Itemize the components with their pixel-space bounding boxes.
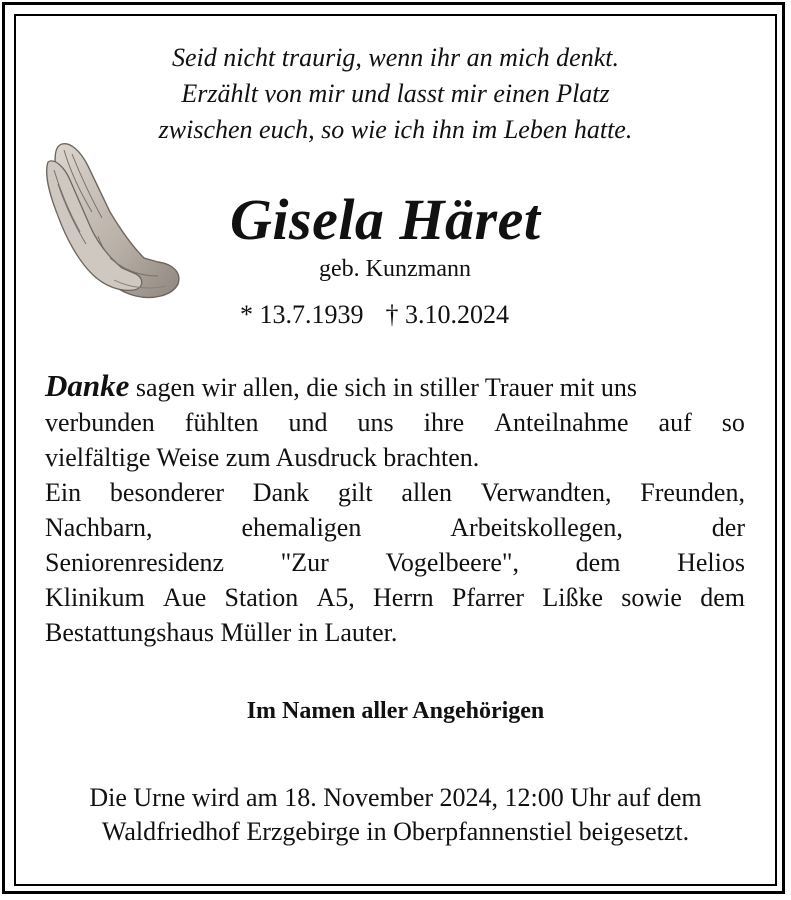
burial-notice — [0, 781, 791, 849]
word: der — [711, 513, 745, 542]
word: Herrn — [373, 583, 434, 612]
thanks-text — [45, 368, 745, 650]
poem — [0, 40, 791, 148]
word: Nachbarn, — [45, 513, 153, 542]
word: dem — [700, 583, 745, 612]
word: ihre — [423, 408, 465, 437]
text-line — [45, 475, 745, 510]
death-date: † 3.10.2024 — [385, 300, 509, 329]
life-dates — [240, 300, 509, 330]
text-line — [45, 545, 745, 580]
word: uns — [357, 408, 394, 437]
word: besonderer — [109, 478, 224, 507]
word: gilt — [337, 478, 373, 507]
deceased-name: Gisela Häret — [230, 187, 541, 252]
word: "Zur — [280, 548, 329, 577]
word: dem — [575, 548, 621, 577]
word: Anteilnahme — [494, 408, 629, 437]
text-line: Bestattungshaus Müller in Lauter. — [45, 618, 398, 647]
word: allen — [401, 478, 452, 507]
text-line — [45, 510, 745, 545]
word: Freunden, — [640, 478, 745, 507]
word: auf — [658, 408, 692, 437]
signature: Im Namen aller Angehörigen — [246, 698, 545, 724]
text-line — [45, 580, 745, 615]
maiden-name: geb. Kunzmann — [319, 256, 471, 282]
text-line — [45, 405, 745, 440]
burial-line: Die Urne wird am 18. November 2024, 12:00 Uhr auf dem — [89, 783, 702, 812]
word: Arbeitskollegen, — [450, 513, 623, 542]
text-line — [45, 368, 745, 405]
word: Verwandten, — [480, 478, 612, 507]
word: Dank — [252, 478, 310, 507]
word: und — [288, 408, 328, 437]
word: fühlten — [184, 408, 259, 437]
text-line: vielfältige Weise zum Ausdruck brachten. — [45, 443, 480, 472]
word: Lißke — [542, 583, 604, 612]
word: ehemaligen — [241, 513, 362, 542]
birth-date: * 13.7.1939 — [240, 300, 364, 329]
word: Aue — [162, 583, 207, 612]
poem-line: zwischen euch, so wie ich ihn im Leben hatte. — [158, 115, 633, 144]
word: sowie — [621, 583, 682, 612]
word: Helios — [677, 548, 745, 577]
word: Klinikum — [45, 583, 145, 612]
word: Station — [224, 583, 299, 612]
word: verbunden — [45, 408, 155, 437]
word: A5, — [316, 583, 355, 612]
burial-line: Waldfriedhof Erzgebirge in Oberpfannenstiel beigesetzt. — [101, 817, 690, 846]
word: Pfarrer — [451, 583, 525, 612]
poem-line: Erzählt von mir und lasst mir einen Platz — [181, 79, 610, 108]
word: Vogelbeere", — [385, 548, 520, 577]
word: Seniorenresidenz — [45, 548, 225, 577]
word: so — [721, 408, 745, 437]
word: Ein — [45, 478, 82, 507]
poem-line: Seid nicht traurig, wenn ihr an mich denkt. — [171, 43, 619, 72]
text-fragment: sagen wir allen, die sich in stiller Trauer mit uns — [129, 373, 638, 402]
danke-word: Danke — [45, 368, 130, 403]
